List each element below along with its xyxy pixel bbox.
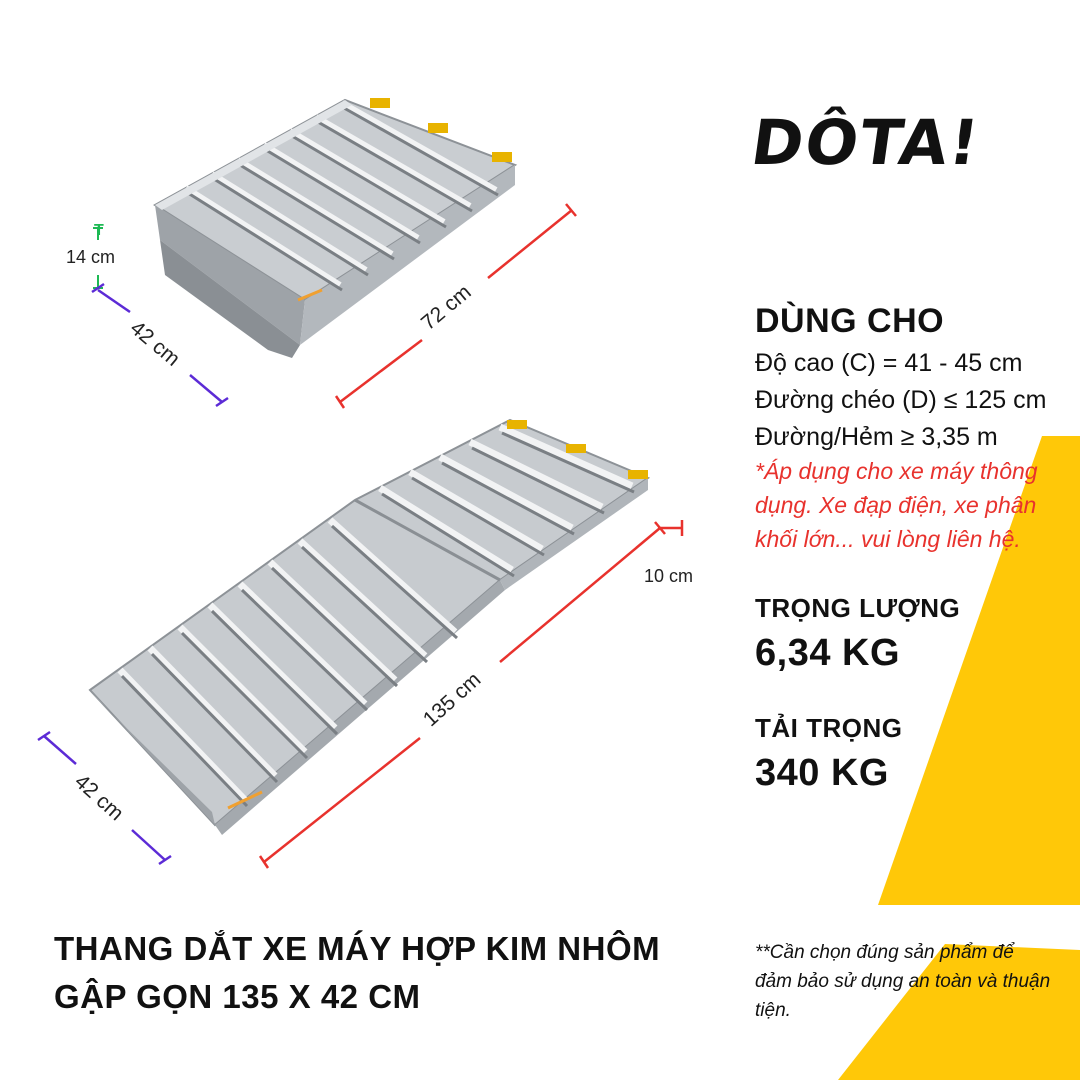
usage-height-line: Độ cao (C) = 41 - 45 cm: [755, 349, 1023, 377]
dim-hook-depth-line: [658, 520, 682, 536]
weight-value: 6,34 KG: [755, 632, 901, 674]
product-title: [54, 925, 694, 1021]
weight-label: TRỌNG LƯỢNG: [755, 593, 961, 623]
folded-height-top-marker: T: [94, 222, 104, 239]
folded-width-label: 42 cm: [125, 316, 185, 371]
usage-note: *Áp dụng cho xe máy thông dụng. Xe đạp điện, xe phân khối lớn... vui lòng liên hệ.: [755, 458, 1038, 552]
usage-road-line: Đường/Hẻm ≥ 3,35 m: [755, 423, 998, 451]
folded-height-label: 14 cm: [66, 247, 116, 267]
product-title-line1: THANG DẮT XE MÁY HỢP KIM NHÔM: [54, 930, 661, 967]
folded-ramp-image: [155, 98, 515, 358]
folded-length-label: 72 cm: [416, 280, 476, 335]
load-value: 340 KG: [755, 752, 889, 794]
load-label: TẢI TRỌNG: [755, 713, 903, 743]
brand-logo: DÔTA!: [746, 106, 986, 179]
usage-diagonal-line: Đường chéo (D) ≤ 125 cm: [755, 386, 1047, 414]
open-length-label: 135 cm: [418, 668, 486, 732]
open-ramp-image: [90, 420, 648, 835]
open-width-label: 42 cm: [69, 769, 128, 826]
usage-heading: DÙNG CHO: [755, 302, 945, 340]
hook-depth-label: 10 cm: [644, 566, 694, 586]
footnote: **Cần chọn đúng sản phẩm để đảm bảo sử dụng an toàn và thuận tiện.: [755, 942, 1051, 1021]
product-title-line2: GẬP GỌN 135 X 42 CM: [54, 978, 421, 1015]
